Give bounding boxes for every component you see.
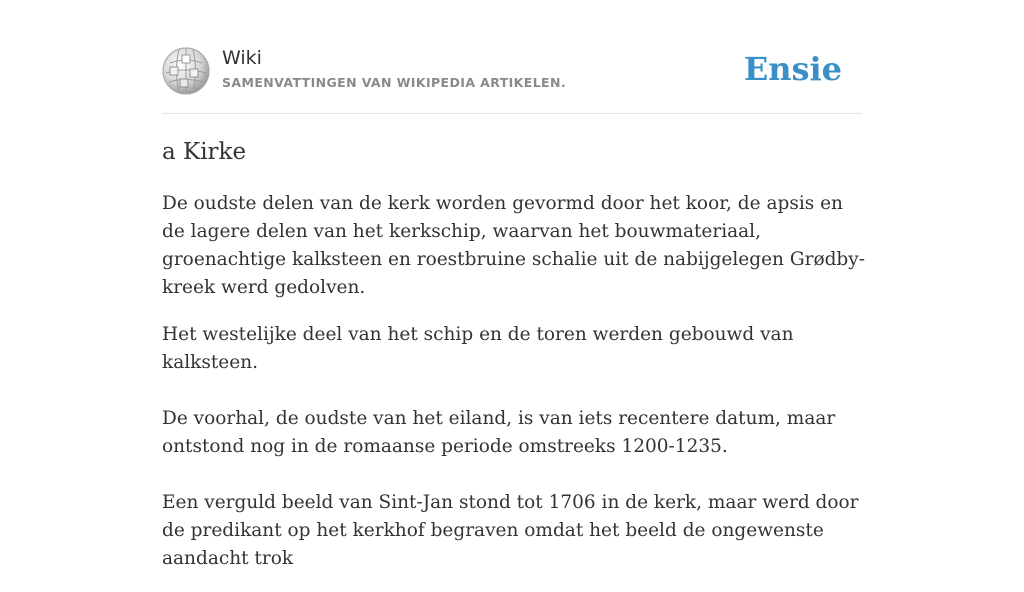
article-title: a Kirke (162, 139, 247, 165)
site-header (162, 44, 862, 114)
site-name[interactable]: Wiki (222, 47, 262, 69)
article-paragraph: Een verguld beeld van Sint-Jan stond tot 1706 in de kerk, maar werd door de predikant op het kerkhof begraven omdat het beeld de ongewenste aandacht trok (162, 492, 859, 569)
wikipedia-globe-icon[interactable] (162, 47, 210, 95)
article-paragraph: Het westelijke deel van het schip en de toren werden gebouwd van kalksteen. (162, 324, 794, 373)
article-paragraph: De voorhal, de oudste van het eiland, is van iets recentere datum, maar ontstond nog in de romaanse periode omstreeks 1200-1235. (162, 408, 836, 457)
ensie-logo[interactable]: Ensie (743, 50, 842, 88)
article-content (162, 136, 868, 592)
site-tagline: SAMENVATTINGEN VAN WIKIPEDIA ARTIKELEN. (222, 75, 567, 90)
article-paragraph: De oudste delen van de kerk worden gevormd door het koor, de apsis en de lagere delen van het kerkschip, waarvan het bouwmateriaal, groenachtige kalksteen en roestbruine schalie uit de nabijgelegen Grødby-kreek werd gedolven. (162, 193, 865, 298)
